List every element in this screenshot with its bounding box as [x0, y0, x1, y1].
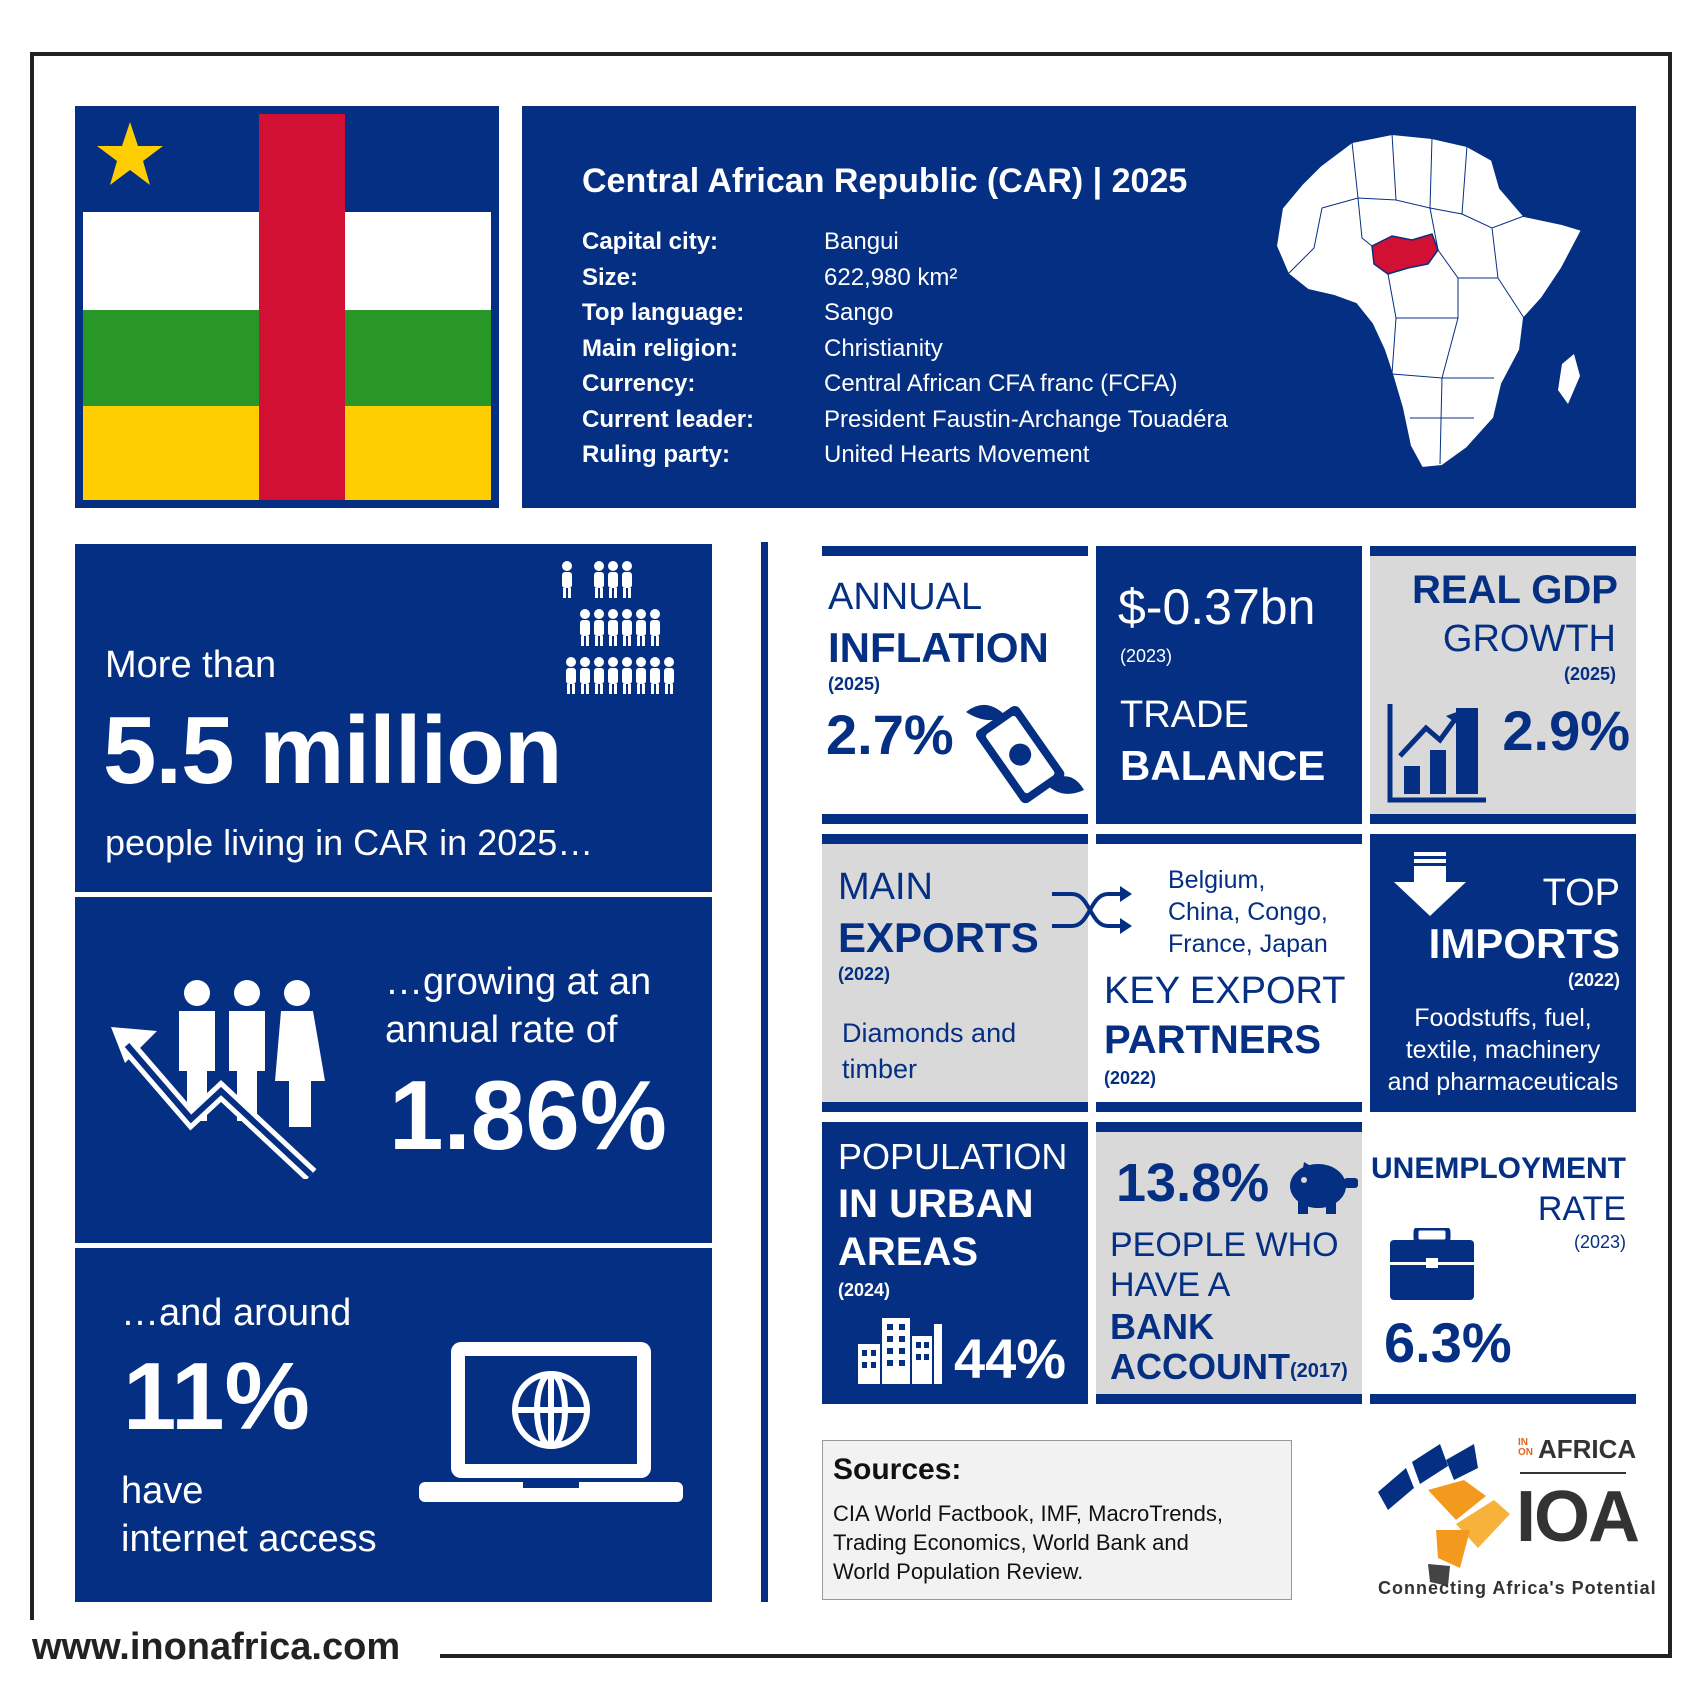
imports-text-line3: and pharmaceuticals [1387, 1068, 1619, 1096]
exports-bottom-bar [822, 1102, 1088, 1112]
bank-line3: BANK [1110, 1306, 1214, 1347]
sources-text [833, 1499, 1223, 1586]
car-flag [75, 106, 499, 508]
ioa-africa-logo-icon [1374, 1440, 1514, 1590]
sources-line2: Trading Economics, World Bank and [833, 1530, 1189, 1555]
fact-value-currency: Central African CFA franc (FCFA) [824, 370, 1178, 397]
logo-africa-text: AFRICA [1538, 1434, 1637, 1464]
inflation-value: 2.7% [826, 703, 954, 766]
unemployment-line1: UNEMPLOYMENT [1371, 1152, 1626, 1185]
urban-value: 44% [954, 1327, 1067, 1390]
sources-box [822, 1440, 1292, 1600]
fact-value-language: Sango [824, 299, 894, 326]
laptop-globe-icon [419, 1338, 683, 1504]
growth-panel [75, 897, 712, 1243]
partners-list-line3: France, Japan [1168, 930, 1328, 958]
exports-top-bar [822, 834, 1088, 844]
internet-line1: have [121, 1470, 204, 1512]
urban-line2: IN URBAN [838, 1182, 1034, 1226]
partners-list-line1: Belgium, [1168, 866, 1266, 894]
fact-value-party: United Hearts Movement [824, 441, 1090, 468]
fact-value-leader: President Faustin-Archange Touadéra [824, 405, 1228, 433]
piggy-bank-icon [1284, 1156, 1362, 1216]
africa-map-icon [1262, 128, 1632, 490]
imports-line1: TOP [1542, 872, 1620, 914]
trade-value: $-0.37bn [1118, 579, 1316, 635]
fact-value-size: 622,980 km² [824, 263, 958, 291]
fact-value-religion: Christianity [824, 334, 943, 362]
fact-value-capital: Bangui [824, 228, 899, 255]
partners-line2: PARTNERS [1104, 1018, 1322, 1062]
exports-text-line2: timber [842, 1054, 918, 1084]
logo-small-on: ON [1518, 1447, 1533, 1458]
fact-label-leader: Current leader: [582, 405, 755, 433]
trade-line2: BALANCE [1120, 742, 1326, 789]
logo-ioa-text: IOA [1516, 1477, 1639, 1557]
fact-label-capital: Capital city: [582, 228, 719, 255]
unemployment-tile [1370, 1132, 1636, 1394]
internet-value: 11% [123, 1343, 310, 1450]
bank-line4: ACCOUNT [1110, 1346, 1290, 1387]
urban-line3: AREAS [838, 1230, 979, 1274]
inflation-top-bar [822, 546, 1088, 556]
sources-line1: CIA World Factbook, IMF, MacroTrends, [833, 1501, 1224, 1526]
bank-top-bar [1096, 1122, 1362, 1132]
population-panel [75, 544, 712, 892]
inflation-line2: INFLATION [828, 624, 1049, 671]
growth-people-icon [111, 979, 351, 1179]
imports-text [1370, 1002, 1636, 1098]
exports-tile [822, 844, 1088, 1102]
fact-values [824, 224, 1228, 473]
sources-title: Sources: [833, 1453, 962, 1486]
crowd-icon [559, 560, 689, 710]
inflation-tile [822, 556, 1088, 814]
trade-year: (2023) [1120, 646, 1173, 666]
gdp-year: (2025) [1563, 664, 1616, 684]
gdp-tile [1370, 556, 1636, 814]
population-intro: More than [105, 644, 277, 686]
country-info-panel [522, 106, 1636, 508]
inflation-line1: ANNUAL [828, 576, 983, 618]
urban-tile [822, 1122, 1088, 1404]
sources-line3: World Population Review. [833, 1559, 1084, 1584]
imports-year: (2022) [1567, 970, 1620, 990]
fact-labels [582, 224, 754, 473]
trade-tile [1096, 546, 1362, 824]
trade-line1: TRADE [1120, 694, 1249, 736]
gdp-line2: GROWTH [1442, 618, 1616, 660]
city-buildings-icon [858, 1318, 942, 1384]
fact-label-language: Top language: [582, 299, 745, 326]
flag-frame [75, 106, 499, 508]
gdp-bottom-bar [1370, 814, 1636, 824]
briefcase-icon [1390, 1228, 1474, 1300]
logo-rule [1520, 1472, 1626, 1474]
gdp-top-bar [1370, 546, 1636, 556]
exports-text-line1: Diamonds and [842, 1018, 1017, 1048]
unemployment-bottom-bar [1370, 1394, 1636, 1404]
population-caption: people living in CAR in 2025… [105, 822, 594, 863]
exports-year: (2022) [838, 964, 891, 984]
flying-money-icon [966, 696, 1086, 806]
partners-line1: KEY EXPORT [1104, 970, 1346, 1012]
gdp-line1: REAL GDP [1412, 568, 1618, 612]
footer-url[interactable]: www.inonafrica.com [32, 1626, 401, 1668]
bank-value: 13.8% [1116, 1153, 1270, 1213]
exports-line2: EXPORTS [838, 914, 1039, 961]
partners-top-bar [1096, 834, 1362, 844]
growth-value: 1.86% [389, 1060, 667, 1170]
inflation-year: (2025) [828, 674, 881, 694]
shuffle-arrows-icon [1050, 882, 1134, 938]
unemployment-year: (2023) [1573, 1232, 1626, 1252]
urban-year: (2024) [838, 1280, 891, 1300]
bank-year: (2017) [1290, 1360, 1348, 1382]
logo-small-in: IN [1518, 1437, 1528, 1448]
imports-text-line1: Foodstuffs, fuel, [1414, 1004, 1592, 1032]
unemployment-line2: RATE [1537, 1190, 1626, 1228]
bank-line2: HAVE A [1110, 1266, 1231, 1304]
growth-line1: …growing at an [385, 961, 652, 1003]
urban-line1: POPULATION [838, 1136, 1068, 1177]
bank-line1: PEOPLE WHO [1110, 1226, 1339, 1264]
down-arrow-icon [1394, 852, 1466, 918]
internet-line2: internet access [121, 1518, 377, 1560]
partners-tile [1096, 844, 1362, 1102]
column-divider [761, 542, 768, 1602]
imports-line2: IMPORTS [1428, 920, 1620, 967]
exports-line1: MAIN [838, 866, 933, 908]
partners-bottom-bar [1096, 1102, 1362, 1112]
fact-label-religion: Main religion: [582, 334, 738, 362]
bar-chart-growth-icon [1386, 704, 1486, 804]
growth-line2: annual rate of [385, 1009, 618, 1051]
partners-list-line2: China, Congo, [1168, 898, 1328, 926]
gdp-value: 2.9% [1502, 699, 1630, 762]
inflation-bottom-bar [822, 814, 1088, 824]
logo-tagline: Connecting Africa's Potential [1378, 1578, 1657, 1598]
imports-text-line2: textile, machinery [1405, 1036, 1601, 1064]
internet-panel [75, 1248, 712, 1602]
country-title: Central African Republic (CAR) | 2025 [582, 162, 1188, 200]
bank-tile [1096, 1132, 1362, 1394]
bank-bottom-bar [1096, 1394, 1362, 1404]
fact-label-size: Size: [582, 263, 639, 291]
imports-tile [1370, 834, 1636, 1112]
fact-label-currency: Currency: [582, 370, 696, 397]
logo-header [1518, 1432, 1637, 1472]
internet-intro: …and around [121, 1292, 352, 1334]
unemployment-value: 6.3% [1384, 1311, 1512, 1374]
partners-year: (2022) [1104, 1068, 1157, 1088]
population-value: 5.5 million [103, 697, 562, 804]
fact-label-party: Ruling party: [582, 441, 730, 468]
